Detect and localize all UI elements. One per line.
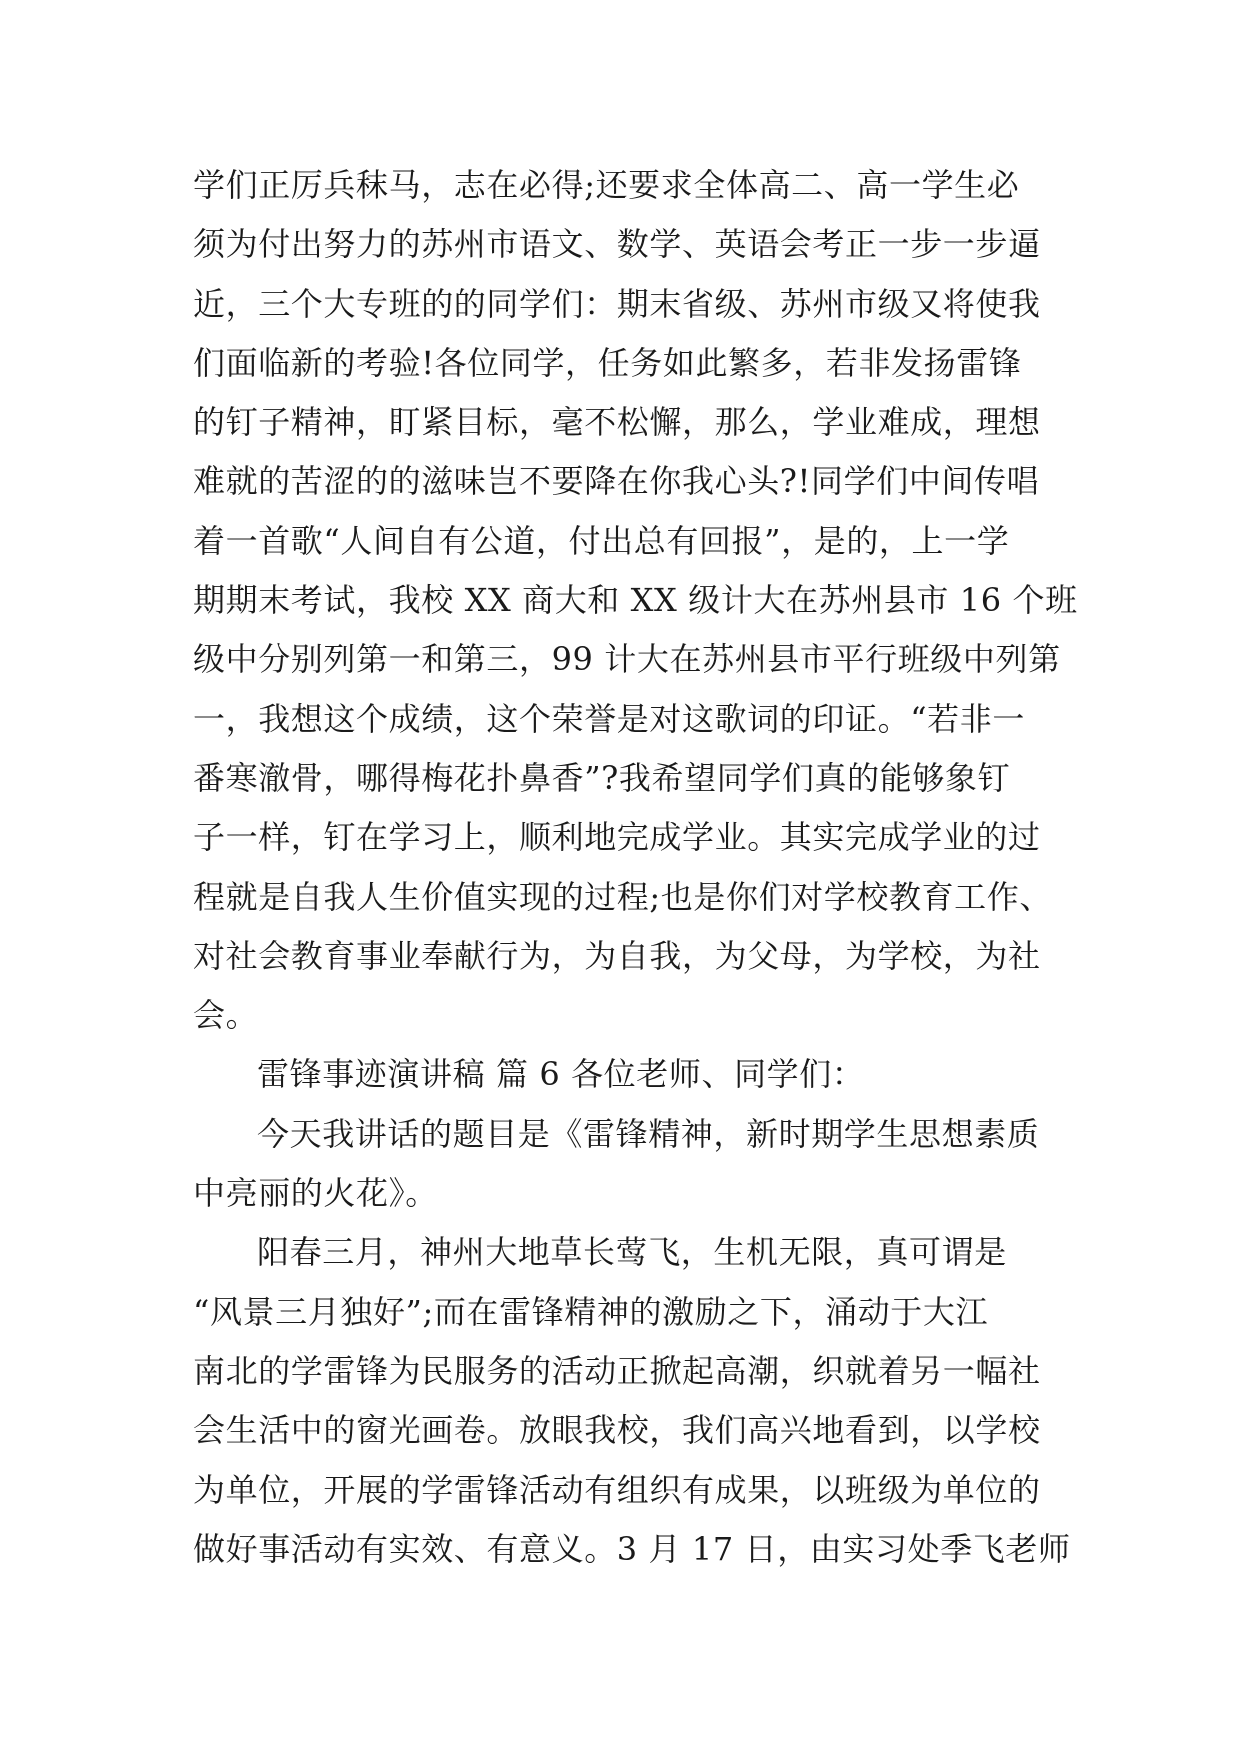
text-line: 会生活中的窗光画卷。放眼我校，我们高兴地看到，以学校 xyxy=(193,1411,1041,1450)
text-line: 为单位，开展的学雷锋活动有组织有成果，以班级为单位的 xyxy=(193,1470,1041,1509)
text-line: 一，我想这个成绩，这个荣誉是对这歌词的印证。“若非一 xyxy=(193,699,1025,738)
text-line: 对社会教育事业奉献行为，为自我，为父母，为学校，为社 xyxy=(193,936,1041,975)
text-line: 须为付出努力的苏州市语文、数学、英语会考正一步一步逼 xyxy=(193,225,1041,264)
text-line: 阳春三月，神州大地草长莺飞，生机无限，真可谓是 xyxy=(257,1233,1007,1272)
body-text xyxy=(193,156,1078,1579)
text-line: 今天我讲话的题目是《雷锋精神，新时期学生思想素质 xyxy=(257,1114,1040,1153)
text-line: 南北的学雷锋为民服务的活动正掀起高潮，织就着另一幅社 xyxy=(193,1351,1041,1390)
text-line: 的钉子精神，盯紧目标，毫不松懈，那么，学业难成，理想 xyxy=(193,403,1041,442)
text-line: 中亮丽的火花》。 xyxy=(193,1174,438,1213)
text-line: 番寒澈骨，哪得梅花扑鼻香”?我希望同学们真的能够象钉 xyxy=(193,758,1011,797)
text-line: 近，三个大专班的的同学们：期末省级、苏州市级又将使我 xyxy=(193,284,1041,323)
text-line: 着一首歌“人间自有公道，付出总有回报”，是的，上一学 xyxy=(193,521,1010,560)
text-line: 会。 xyxy=(193,996,259,1035)
text-line: 难就的苦涩的的滋味岂不要降在你我心头?!同学们中间传唱 xyxy=(193,462,1040,501)
text-line: 子一样，钉在学习上，顺利地完成学业。其实完成学业的过 xyxy=(193,818,1041,857)
text-line: 学们正厉兵秣马，志在必得;还要求全体高二、高一学生必 xyxy=(193,166,1020,204)
text-line: 做好事活动有实效、有意义。3 月 17 日，由实习处季飞老师 xyxy=(193,1529,1071,1568)
text-line: “风景三月独好”;而在雷锋精神的激励之下，涌动于大江 xyxy=(193,1292,989,1331)
text-line: 程就是自我人生价值实现的过程;也是你们对学校教育工作、 xyxy=(193,877,1052,916)
text-line: 级中分别列第一和第三，99 计大在苏州县市平行班级中列第 xyxy=(193,640,1061,679)
section-heading: 雷锋事迹演讲稿 篇 6 各位老师、同学们： xyxy=(257,1055,865,1094)
text-line: 期期末考试，我校 XX 商大和 XX 级计大在苏州县市 16 个班 xyxy=(193,581,1078,620)
text-line: 们面临新的考验!各位同学，任务如此繁多，若非发扬雷锋 xyxy=(193,343,1022,382)
